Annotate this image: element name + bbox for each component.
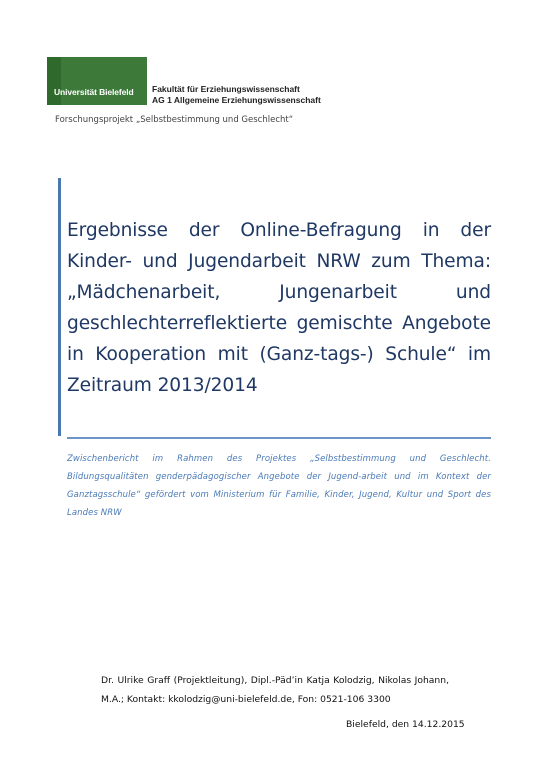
document-date: Bielefeld, den 14.12.2015 <box>346 719 465 730</box>
document-title: Ergebnisse der Online-Befragung in der Kinder- und Jugendarbeit NRW zum Thema: „Mädchenarbeit, Jungenarbeit und geschlechterreflektierte gemischte Angebote in Kooperation mit (Ganz-tags-) Schule“ im Zeitraum 2013/2014 <box>67 220 491 396</box>
authors-contact: Dr. Ulrike Graff (Projektleitung), Dipl.-Päd’in Katja Kolodzig, Nikolas Johann, M.A.; Kontakt: kkolodzig@uni-bielefeld.de, Fon: 0521-106 3300 <box>101 675 449 705</box>
project-line: Forschungsprojekt „Selbstbestimmung und Geschlecht“ <box>55 115 294 125</box>
university-logo <box>47 57 147 105</box>
document-subtitle: Zwischenbericht im Rahmen des Projektes „Selbstbestimmung und Geschlecht. Bildungsqualitäten genderpädagogischer Angebote der Jugend-arbeit und im Kontext der Ganztagsschule“ gefördert vom Ministerium für Familie, Kinder, Jugend, Kultur und Sport des Landes NRW <box>67 454 491 518</box>
title-side-bar <box>58 178 61 436</box>
faculty-heading <box>152 84 321 106</box>
faculty-name: Fakultät für Erziehungswissenschaft <box>152 84 300 94</box>
faculty-group: AG 1 Allgemeine Erziehungswissenschaft <box>152 95 321 105</box>
title-divider <box>67 437 491 439</box>
logo-accent-bar <box>47 57 61 105</box>
university-logo-text: Universität Bielefeld <box>54 87 134 97</box>
